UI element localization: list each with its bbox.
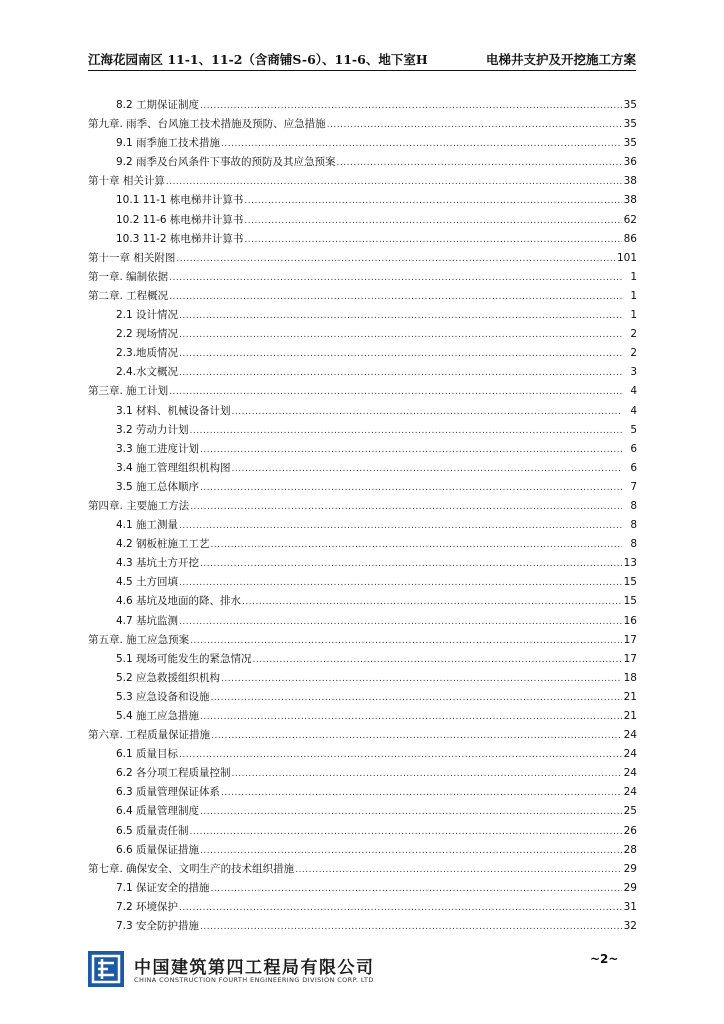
toc-entry-title: 5.4 施工应急措施 xyxy=(116,710,200,722)
toc-entry[interactable] xyxy=(88,822,637,841)
toc-entry[interactable] xyxy=(88,115,637,134)
toc-entry-page: 2 xyxy=(630,347,637,360)
table-of-contents xyxy=(88,96,637,936)
toc-entry[interactable] xyxy=(88,382,637,401)
toc-entry[interactable] xyxy=(88,841,637,860)
toc-entry-page: 29 xyxy=(623,862,637,875)
toc-entry-title: 2.4.水文概况 xyxy=(116,366,179,379)
toc-leader-dots xyxy=(190,422,622,441)
toc-entry-title: 6.4 质量管理制度 xyxy=(116,805,200,818)
toc-entry-page: 24 xyxy=(623,729,637,742)
toc-leader-dots xyxy=(232,460,622,479)
toc-leader-dots xyxy=(166,173,622,192)
toc-entry-page: 2 xyxy=(630,328,637,341)
toc-leader-dots xyxy=(169,269,622,288)
toc-entry-title: 10.1 11-1 栋电梯井计算书 xyxy=(116,194,244,207)
toc-entry-title: 7.2 环境保护 xyxy=(116,900,179,913)
toc-leader-dots xyxy=(232,765,622,784)
toc-entry[interactable] xyxy=(88,96,637,115)
toc-entry[interactable] xyxy=(88,612,637,631)
toc-leader-dots xyxy=(179,345,622,364)
toc-entry-title: 6.2 各分项工程质量控制 xyxy=(116,767,231,780)
toc-leader-dots xyxy=(221,784,622,803)
toc-entry-page: 3 xyxy=(630,366,637,379)
page-header xyxy=(88,44,636,71)
toc-entry-page: 8 xyxy=(630,519,637,532)
toc-entry[interactable] xyxy=(88,402,637,421)
toc-leader-dots xyxy=(200,479,622,498)
toc-entry-page: 15 xyxy=(623,595,637,608)
toc-entry-title: 3.5 施工总体顺序 xyxy=(116,480,200,493)
toc-entry[interactable] xyxy=(88,497,637,516)
toc-entry-page: 38 xyxy=(623,175,637,188)
toc-entry-page: 32 xyxy=(623,920,637,933)
toc-entry[interactable] xyxy=(88,764,637,783)
toc-leader-dots xyxy=(200,97,622,116)
toc-entry[interactable] xyxy=(88,230,637,249)
toc-entry[interactable] xyxy=(88,573,637,592)
toc-leader-dots xyxy=(200,918,622,937)
toc-entry-page: 24 xyxy=(623,786,637,799)
toc-entry-page: 18 xyxy=(623,671,637,684)
toc-leader-dots xyxy=(179,364,622,383)
toc-entry[interactable] xyxy=(88,535,637,554)
toc-entry-title: 3.4 施工管理组织机构图 xyxy=(116,461,231,474)
toc-entry-page: 4 xyxy=(630,404,637,417)
toc-leader-dots xyxy=(179,574,622,593)
toc-leader-dots xyxy=(169,288,622,307)
toc-entry[interactable] xyxy=(88,688,637,707)
toc-entry[interactable] xyxy=(88,898,637,917)
toc-entry-page: 8 xyxy=(630,538,637,551)
toc-entry-title: 第九章. 雨季、台风施工技术措施及预防、应急措施 xyxy=(88,118,326,131)
toc-leader-dots xyxy=(211,536,622,555)
toc-leader-dots xyxy=(190,498,622,517)
toc-leader-dots xyxy=(232,403,622,422)
toc-entry-page: 1 xyxy=(630,270,637,283)
toc-entry-title: 第七章. 确保安全、文明生产的技术组织措施 xyxy=(88,862,295,875)
toc-entry-title: 4.5 土方回填 xyxy=(116,576,179,589)
toc-entry-page: 28 xyxy=(623,843,637,856)
toc-entry[interactable] xyxy=(88,191,637,210)
page-number: ~2~ xyxy=(590,952,619,966)
toc-entry-title: 4.3 基坑土方开挖 xyxy=(116,557,200,570)
toc-entry-page: 8 xyxy=(630,499,637,512)
toc-entry-title: 第十章 相关计算 xyxy=(88,175,165,188)
toc-entry-page: 35 xyxy=(623,99,637,111)
toc-leader-dots xyxy=(244,212,622,231)
toc-entry-title: 10.3 11-2 栋电梯井计算书 xyxy=(116,232,244,245)
toc-entry-page: 13 xyxy=(623,557,637,570)
toc-entry-title: 第三章. 施工计划 xyxy=(88,385,169,398)
toc-entry-page: 21 xyxy=(623,690,637,703)
toc-leader-dots xyxy=(337,154,622,173)
toc-leader-dots xyxy=(242,593,622,612)
toc-entry-page: 6 xyxy=(630,442,637,455)
header-document-title: 电梯井支护及开挖施工方案 xyxy=(485,52,636,67)
toc-entry-title: 9.2 雨季及台风条件下事故的预防及其应急预案 xyxy=(116,156,336,169)
toc-leader-dots xyxy=(179,746,622,765)
toc-entry-page: 86 xyxy=(623,232,637,245)
toc-entry-title: 第二章. 工程概况 xyxy=(88,289,169,302)
toc-entry-title: 3.1 材料、机械设备计划 xyxy=(116,404,231,417)
toc-leader-dots xyxy=(211,727,622,746)
toc-entry-title: 第五章. 施工应急预案 xyxy=(88,633,190,646)
toc-leader-dots xyxy=(190,823,622,842)
toc-leader-dots xyxy=(244,192,622,211)
toc-entry[interactable] xyxy=(88,802,637,821)
header-project-title: 江海花园南区 11-1、11-2（含商铺S-6）、11-6、地下室H xyxy=(88,52,428,67)
toc-entry-page: 62 xyxy=(623,213,637,226)
toc-entry[interactable] xyxy=(88,421,637,440)
toc-entry[interactable] xyxy=(88,516,637,535)
toc-entry-title: 5.3 应急设备和设施 xyxy=(116,690,210,703)
toc-entry-page: 17 xyxy=(623,633,637,646)
toc-leader-dots xyxy=(190,632,622,651)
toc-entry-title: 7.1 保证安全的措施 xyxy=(116,881,210,894)
cscec-logo-icon xyxy=(88,951,124,987)
toc-leader-dots xyxy=(169,383,622,402)
toc-entry[interactable] xyxy=(88,344,637,363)
toc-leader-dots xyxy=(179,899,622,918)
toc-entry-page: 26 xyxy=(623,824,637,837)
toc-entry[interactable] xyxy=(88,153,637,172)
toc-leader-dots xyxy=(253,651,622,670)
toc-entry-title: 3.2 劳动力计划 xyxy=(116,423,189,436)
toc-leader-dots xyxy=(200,708,622,727)
toc-leader-dots xyxy=(179,326,622,345)
toc-entry[interactable] xyxy=(88,478,637,497)
toc-entry[interactable] xyxy=(88,134,637,153)
toc-entry-page: 101 xyxy=(616,251,637,264)
toc-leader-dots xyxy=(211,880,622,899)
toc-entry-title: 7.3 安全防护措施 xyxy=(116,920,200,933)
toc-leader-dots xyxy=(179,517,622,536)
toc-entry-page: 5 xyxy=(630,423,637,436)
toc-entry-title: 第十一章 相关附图 xyxy=(88,251,176,264)
toc-entry-page: 24 xyxy=(623,748,637,761)
toc-entry[interactable] xyxy=(88,707,637,726)
toc-entry-title: 4.7 基坑监测 xyxy=(116,614,179,627)
toc-entry-title: 10.2 11-6 栋电梯井计算书 xyxy=(116,213,244,226)
toc-entry-page: 15 xyxy=(623,576,637,589)
toc-entry-title: 第四章. 主要施工方法 xyxy=(88,499,190,512)
toc-entry[interactable] xyxy=(88,631,637,650)
toc-entry-title: 4.2 钢板桩施工工艺 xyxy=(116,538,210,551)
toc-entry-page: 36 xyxy=(623,156,637,169)
toc-entry[interactable] xyxy=(88,287,637,306)
toc-leader-dots xyxy=(200,555,622,574)
toc-leader-dots xyxy=(244,231,622,250)
toc-entry-title: 4.6 基坑及地面的降、排水 xyxy=(116,595,242,608)
toc-entry[interactable] xyxy=(88,440,637,459)
toc-leader-dots xyxy=(200,441,622,460)
toc-entry-title: 4.1 施工测量 xyxy=(116,519,179,532)
toc-entry[interactable] xyxy=(88,554,637,573)
toc-entry[interactable] xyxy=(88,325,637,344)
toc-entry-page: 38 xyxy=(623,194,637,207)
toc-entry-title: 第六章. 工程质量保证措施 xyxy=(88,729,211,742)
toc-leader-dots xyxy=(221,670,622,689)
toc-entry-page: 35 xyxy=(623,118,637,131)
toc-entry[interactable] xyxy=(88,363,637,382)
toc-entry-page: 17 xyxy=(623,652,637,665)
toc-entry[interactable] xyxy=(88,879,637,898)
toc-entry-title: 8.2 工期保证制度 xyxy=(116,99,200,111)
toc-entry-title: 2.3.地质情况 xyxy=(116,347,179,360)
toc-leader-dots xyxy=(327,116,622,135)
toc-entry-page: 24 xyxy=(623,767,637,780)
toc-entry-page: 1 xyxy=(630,289,637,302)
toc-entry-title: 5.2 应急救援组织机构 xyxy=(116,671,221,684)
toc-entry[interactable] xyxy=(88,249,637,268)
toc-entry-title: 第一章. 编制依据 xyxy=(88,270,169,283)
toc-leader-dots xyxy=(295,861,622,880)
toc-entry-title: 2.2 现场情况 xyxy=(116,328,179,341)
toc-leader-dots xyxy=(176,250,616,269)
toc-leader-dots xyxy=(179,307,622,326)
company-name-en: CHINA CONSTRUCTION FOURTH ENGINEERING DIVISION CORP. LTD xyxy=(134,976,374,984)
company-name-cn: 中国建筑第四工程局有限公司 xyxy=(134,958,375,978)
toc-leader-dots xyxy=(200,842,622,861)
toc-entry[interactable] xyxy=(88,650,637,669)
toc-entry[interactable] xyxy=(88,459,637,478)
toc-entry-title: 6.6 质量保证措施 xyxy=(116,843,200,856)
toc-entry[interactable] xyxy=(88,268,637,287)
toc-entry-title: 6.5 质量责任制 xyxy=(116,824,189,837)
toc-entry[interactable] xyxy=(88,592,637,611)
toc-entry-title: 3.3 施工进度计划 xyxy=(116,442,200,455)
toc-entry[interactable] xyxy=(88,211,637,230)
toc-entry-title: 6.1 质量目标 xyxy=(116,748,179,761)
toc-entry-title: 2.1 设计情况 xyxy=(116,309,179,322)
toc-entry[interactable] xyxy=(88,783,637,802)
toc-leader-dots xyxy=(221,135,622,154)
toc-entry-page: 16 xyxy=(623,614,637,627)
toc-entry-title: 5.1 现场可能发生的紧急情况 xyxy=(116,652,252,665)
toc-entry[interactable] xyxy=(88,669,637,688)
toc-entry[interactable] xyxy=(88,860,637,879)
toc-entry-page: 31 xyxy=(623,900,637,913)
toc-leader-dots xyxy=(179,613,622,632)
toc-entry-page: 35 xyxy=(623,137,637,150)
toc-entry-title: 6.3 质量管理保证体系 xyxy=(116,786,221,799)
toc-entry[interactable] xyxy=(88,745,637,764)
toc-entry[interactable] xyxy=(88,917,637,936)
toc-entry[interactable] xyxy=(88,172,637,191)
toc-entry-page: 25 xyxy=(623,805,637,818)
toc-entry-page: 7 xyxy=(630,480,637,493)
toc-entry-page: 6 xyxy=(630,461,637,474)
toc-entry-page: 29 xyxy=(623,881,637,894)
toc-entry-page: 21 xyxy=(623,710,637,722)
toc-leader-dots xyxy=(200,803,622,822)
toc-entry[interactable] xyxy=(88,306,637,325)
toc-entry-page: 4 xyxy=(630,385,637,398)
toc-leader-dots xyxy=(211,689,622,708)
toc-entry-page: 1 xyxy=(630,309,637,322)
toc-entry[interactable] xyxy=(88,726,637,745)
toc-entry-title: 9.1 雨季施工技术措施 xyxy=(116,137,221,150)
